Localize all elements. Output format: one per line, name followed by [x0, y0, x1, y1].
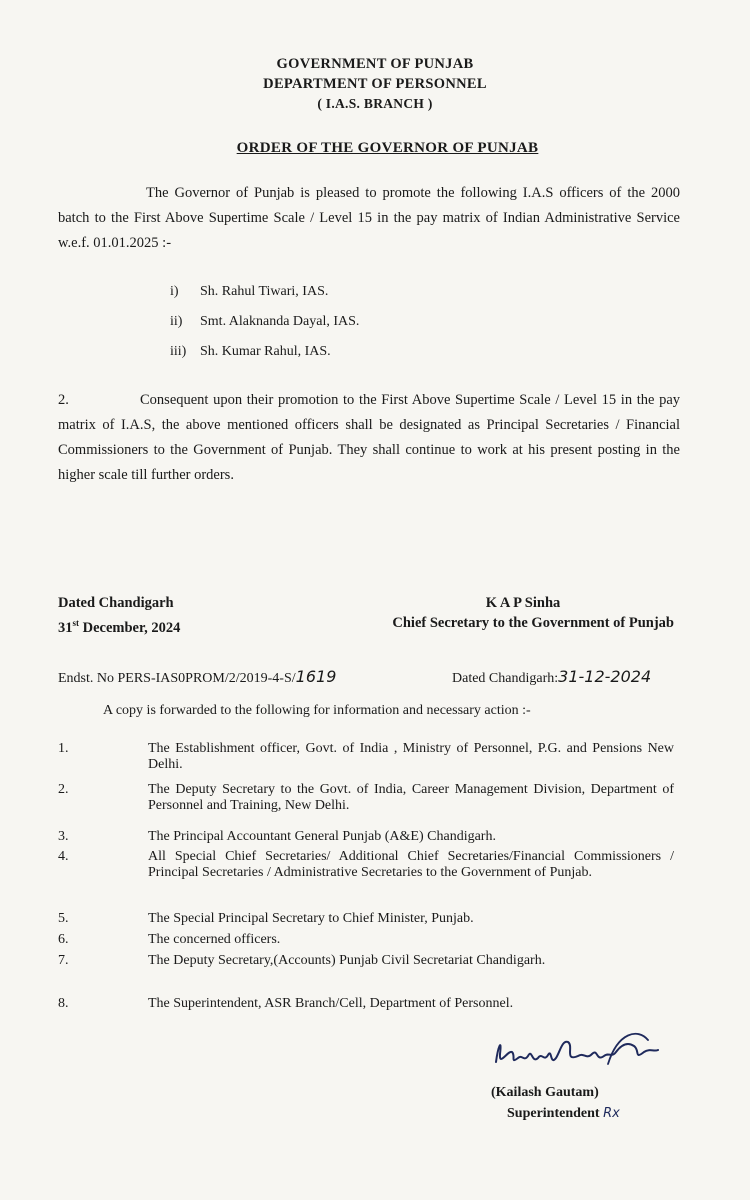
header-government: GOVERNMENT OF PUNJAB — [276, 56, 474, 72]
endorsement-number: Endst. No PERS-IAS0PROM/2/2019-4-S/1619 — [58, 667, 337, 686]
officer-number: iii) — [170, 344, 187, 359]
officer-item — [170, 284, 328, 300]
officer-name: Smt. Alaknanda Dayal, IAS. — [200, 314, 360, 329]
dated-block — [58, 593, 180, 638]
order-paragraph-1: The Governor of Punjab is pleased to promote the following I.A.S officers of the 2000 batch to the First Above Supertime Scale / Level 15 in the pay matrix of Indian Administrative Service w.e.f. 01.01.2025 :- — [58, 185, 680, 251]
handwritten-signature — [488, 1022, 668, 1082]
signatory-block — [312, 593, 674, 633]
order-title: ORDER OF THE GOVERNOR OF PUNJAB — [236, 140, 539, 156]
officer-item — [170, 314, 359, 330]
handwritten-number: 1619 — [295, 667, 337, 686]
signatory-name: K A P Sinha — [485, 595, 561, 611]
dated-place: Dated Chandigarh — [58, 595, 174, 611]
officer-item — [170, 344, 331, 360]
officer-number: ii) — [170, 314, 183, 329]
officer-number: i) — [170, 284, 179, 299]
signatory-title: Chief Secretary to the Government of Punjab — [392, 615, 674, 631]
endorsement-date: Dated Chandigarh:31-12-2024 — [452, 667, 652, 686]
paragraph-2-number: 2. — [58, 392, 69, 408]
dated-date: 31st December, 2024 — [58, 618, 181, 636]
header-department: DEPARTMENT OF PERSONNEL — [263, 76, 487, 92]
signature-designation: Superintendent Rx — [507, 1106, 620, 1121]
officer-name: Sh. Kumar Rahul, IAS. — [200, 344, 331, 359]
order-document: GOVERNMENT OF PUNJAB DEPARTMENT OF PERSONNEL ( I.A.S. BRANCH ) ORDER OF THE GOVERNOR OF PUNJAB The Governor of Punjab is pleased to promote the following I.A.S officers of the 2000 batch to the First Above Supertime Scale / Level 15 in the pay matrix of Indian Administrative Service w.e.f. 01.01.2025 :- i) Sh. Rahul Tiwari, IAS. ii) Smt. Alaknanda Dayal, IAS. iii) Sh. Kumar Rahul, IAS. 2. Consequent upon their promotion to the First Above Supertime Scale / Level 15 in the pay matrix of I.A.S, the above mentioned officers shall be designated as Principal Secretaries / Financial Commissioners to the Government of Punjab. They shall continue to work at his present posting in the higher scale till further orders. Dated Chandigarh 31st December, 2024 K A P Sinha Chief Secretary to the Government of Punjab Endst. No PERS-IAS0PROM/2/2019-4-S/1619 Dated Chandigarh:31-12-2024 A copy is forwarded to the following for information and necessary action :- 1. The Establishment officer, Govt. of India , Ministry of Personnel, P.G. and Pensions New Delhi. 2. The Deputy Secretary to the Govt. of India, Career Management Division, Department of Personnel and Training, New Delhi. 3. The Principal Accountant General Punjab (A&E) Chandigarh. 4. All Special Chief Secretaries/ Additional Chief Secretaries/Financial Commissioners / Principal Secretaries / Administrative Secretaries to the Government of Punjab. 5. The Special Principal Secretary to Chief Minister, Punjab. 6. The concerned officers. 7. The Deputy Secretary,(Accounts) Punjab Civil Secretariat Chandigarh. 8. The Superintendent, ASR Branch/Cell, Department of Personnel. (Kailash Gautam) Superintendent Rx — [0, 0, 750, 1200]
header-branch: ( I.A.S. BRANCH ) — [317, 96, 433, 111]
order-paragraph-2: Consequent upon their promotion to the First Above Supertime Scale / Level 15 in the pay matrix of I.A.S, the above mentioned officers shall be designated as Principal Secretaries / Financial Commissioners to the Government of Punjab. They shall continue to work at his present posting in the higher scale till further orders. — [58, 392, 680, 483]
officer-name: Sh. Rahul Tiwari, IAS. — [200, 284, 329, 299]
signature-initials: Rx — [603, 1106, 620, 1121]
handwritten-date: 31-12-2024 — [558, 667, 652, 686]
signature-name: (Kailash Gautam) — [491, 1085, 599, 1100]
copy-forwarded-line: A copy is forwarded to the following for information and necessary action :- — [103, 703, 531, 718]
